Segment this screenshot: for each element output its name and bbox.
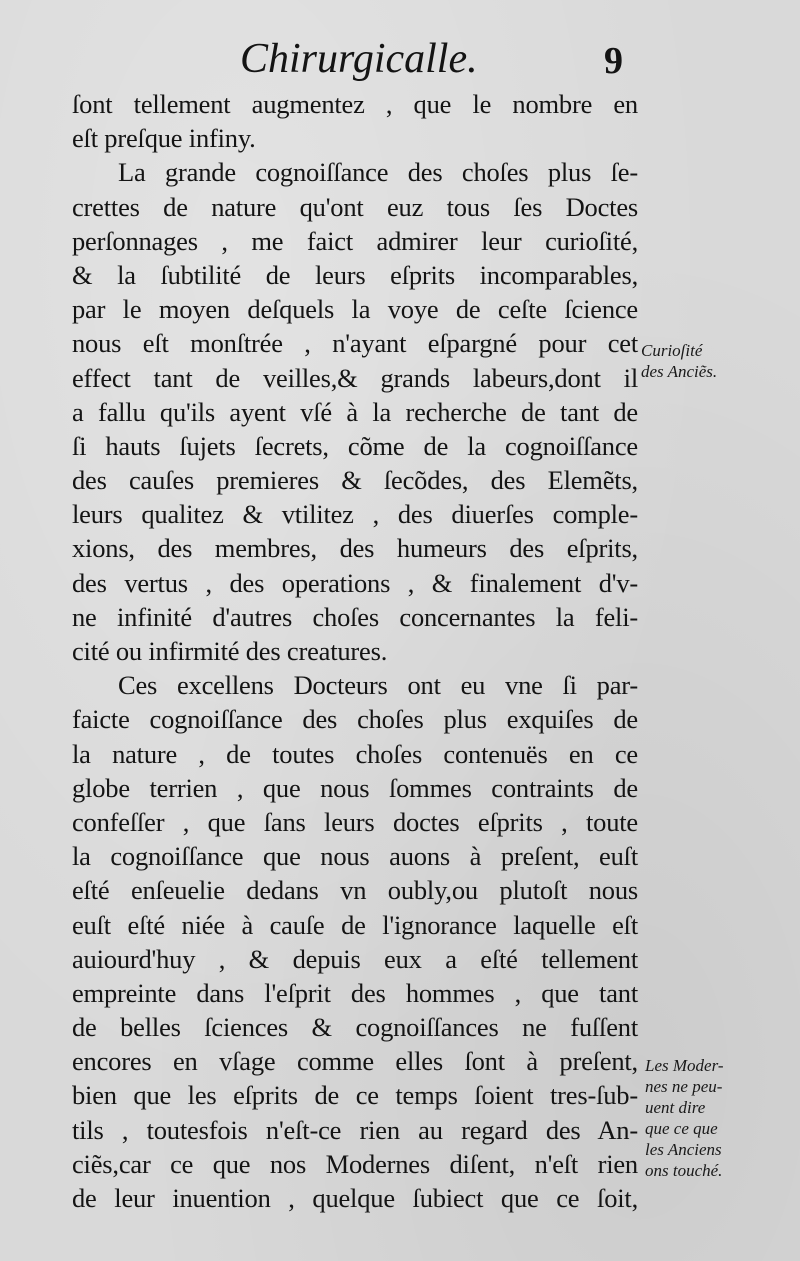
text-line: ciẽs,car ce que nos Modernes diſent, n'eſt rien bbox=[72, 1148, 638, 1179]
text-line: faicte cognoiſſance des choſes plus exquiſes de bbox=[72, 704, 638, 735]
text-line: bien que les eſprits de ce temps ſoient tres-ſub- bbox=[72, 1080, 638, 1111]
text-line: & la ſubtilité de leurs eſprits incomparables, bbox=[72, 259, 638, 290]
margin-note-line: nes ne peu- bbox=[645, 1077, 723, 1096]
text-line: de leur inuention , quelque ſubiect que ce ſoit, bbox=[72, 1183, 638, 1213]
text-line: perſonnages , me faict admirer leur curioſité, bbox=[72, 225, 638, 256]
text-line: ne infinité d'autres choſes concernantes la feli- bbox=[72, 601, 638, 632]
text-line: de belles ſciences & cognoiſſances ne fuſſent bbox=[72, 1012, 638, 1043]
text-line: des vertus , des operations , & finalement d'v- bbox=[72, 567, 638, 598]
margin-note-line: les Anciens bbox=[645, 1140, 722, 1159]
margin-note-line: des Anciẽs. bbox=[641, 362, 718, 381]
running-title: Chirurgicalle. bbox=[240, 36, 478, 82]
text-line: cité ou infirmité des creatures. bbox=[72, 636, 388, 666]
text-line: effect tant de veilles,& grands labeurs,dont il bbox=[72, 362, 638, 393]
text-line: Ces excellens Docteurs ont eu vne ſi par- bbox=[118, 670, 638, 701]
text-line: nous eſt monſtrée , n'ayant eſpargné pour cet bbox=[72, 328, 638, 359]
text-line: la nature , de toutes choſes contenuës en ce bbox=[72, 738, 638, 769]
text-line: xions, des membres, des humeurs des eſprits, bbox=[72, 533, 638, 564]
text-line: encores en vſage comme elles ſont à preſent, bbox=[72, 1046, 638, 1077]
main-text-block bbox=[72, 87, 638, 1215]
text-line: ſi hauts ſujets ſecrets, cõme de la cognoiſſance bbox=[72, 430, 638, 461]
text-line: eſté enſeuelie dedans vn oubly,ou plutoſt nous bbox=[72, 875, 638, 906]
text-line: globe terrien , que nous ſommes contraints de bbox=[72, 772, 638, 803]
margin-note-modernes bbox=[645, 1055, 724, 1181]
text-line: ſont tellement augmentez , que le nombre en bbox=[72, 89, 638, 119]
margin-note-line: uent dire bbox=[645, 1098, 706, 1117]
margin-note-line: que ce que bbox=[645, 1119, 718, 1138]
margin-note-line: Les Moder- bbox=[645, 1056, 724, 1075]
page-number: 9 bbox=[604, 40, 623, 82]
text-line: confeſſer , que ſans leurs doctes eſprits , toute bbox=[72, 806, 638, 837]
text-line: eſt preſque infiny. bbox=[72, 123, 256, 154]
text-line: auiourd'huy , & depuis eux a eſté tellement bbox=[72, 943, 638, 974]
margin-note-line: Curioſité bbox=[641, 341, 703, 360]
text-line: empreinte dans l'eſprit des hommes , que tant bbox=[72, 977, 638, 1008]
text-line: crettes de nature qu'ont euz tous ſes Doctes bbox=[72, 191, 638, 222]
margin-note-line: ons touché. bbox=[645, 1161, 723, 1180]
text-line: tils , toutesfois n'eſt-ce rien au regard des An- bbox=[72, 1114, 638, 1145]
text-line: la cognoiſſance que nous auons à preſent, euſt bbox=[72, 841, 638, 872]
text-line: euſt eſté niée à cauſe de l'ignorance laquelle eſt bbox=[72, 909, 638, 940]
text-line: leurs qualitez & vtilitez , des diuerſes comple- bbox=[72, 499, 638, 530]
text-line: des cauſes premieres & ſecõdes, des Elemẽts, bbox=[72, 465, 638, 496]
text-line: a fallu qu'ils ayent vſé à la recherche de tant de bbox=[72, 396, 638, 427]
text-line: La grande cognoiſſance des choſes plus ſe- bbox=[118, 157, 638, 188]
text-line: par le moyen deſquels la voye de ceſte ſcience bbox=[72, 294, 638, 325]
margin-note-curiosite bbox=[641, 340, 717, 382]
